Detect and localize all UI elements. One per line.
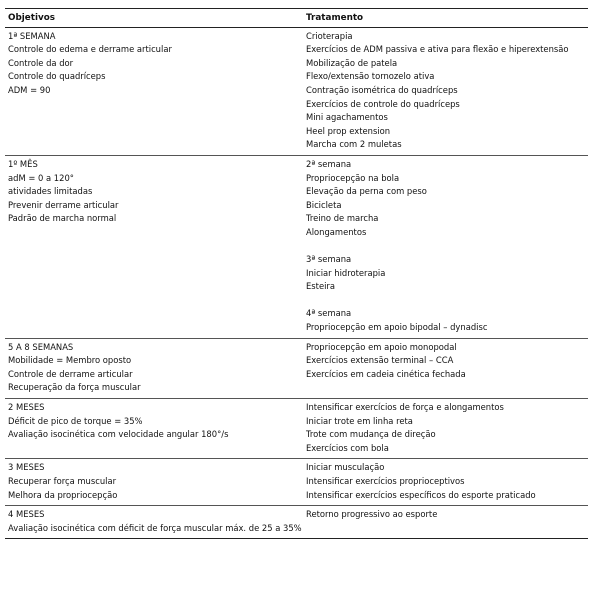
treatment-item: Heel prop extension xyxy=(306,125,391,136)
treatment-item: Mobilização de patela xyxy=(306,57,398,68)
objective-item: Avaliação isocinética com déficit de força muscular máx. de 25 a 35% xyxy=(8,522,302,533)
objetivos-cell xyxy=(5,155,303,338)
treatment-item: Propriocepção em apoio monopodal xyxy=(306,341,457,352)
objective-item: Déficit de pico de torque = 35% xyxy=(8,415,143,426)
rehab-protocol-table xyxy=(5,8,588,539)
treatment-item: Contração isométrica do quadríceps xyxy=(306,84,458,95)
tratamento-cell xyxy=(303,27,588,155)
period-label: 4 MESES xyxy=(8,509,45,520)
spacer xyxy=(306,294,588,308)
treatment-item: Iniciar musculação xyxy=(306,462,385,473)
table-row xyxy=(5,506,588,539)
objetivos-cell xyxy=(5,459,303,506)
objective-item: Controle do quadríceps xyxy=(8,71,106,82)
treatment-item: Exercícios em cadeia cinética fechada xyxy=(306,368,466,379)
week-label: 2ª semana xyxy=(306,158,352,169)
treatment-item: Trote com mudança de direção xyxy=(306,429,436,440)
treatment-item: Elevação da perna com peso xyxy=(306,186,427,197)
treatment-item: Flexo/extensão tornozelo ativa xyxy=(306,71,435,82)
treatment-item: Exercícios de controle do quadríceps xyxy=(306,98,460,109)
objective-item: Melhora da propriocepção xyxy=(8,489,118,500)
spacer xyxy=(306,240,588,254)
treatment-item: Exercícios de ADM passiva e ativa para flexão e hiperextensão xyxy=(306,44,569,55)
treatment-item: Esteira xyxy=(306,281,335,292)
treatment-item: Iniciar trote em linha reta xyxy=(306,415,413,426)
tratamento-cell xyxy=(303,506,588,539)
objective-item: Prevenir derrame articular xyxy=(8,199,119,210)
table-row xyxy=(5,338,588,398)
header-objetivos: Objetivos xyxy=(5,9,303,28)
objetivos-cell xyxy=(5,399,303,459)
objective-item: adM = 0 a 120° xyxy=(8,172,74,183)
tratamento-cell xyxy=(303,459,588,506)
week-label: 4ª semana xyxy=(306,308,352,319)
objective-item: Controle da dor xyxy=(8,57,74,68)
treatment-item: Treino de marcha xyxy=(306,213,379,224)
treatment-item: Mini agachamentos xyxy=(306,112,388,123)
objective-item: Recuperação da força muscular xyxy=(8,382,141,393)
treatment-item: Alongamentos xyxy=(306,226,367,237)
tratamento-cell xyxy=(303,155,588,338)
treatment-item: Bicicleta xyxy=(306,199,342,210)
treatment-item: Propriocepção na bola xyxy=(306,172,400,183)
table-row xyxy=(5,155,588,338)
period-label: 5 A 8 SEMANAS xyxy=(8,341,74,352)
period-label: 1º MÊS xyxy=(8,158,38,169)
treatment-item: Exercícios com bola xyxy=(306,442,389,453)
objective-item: Padrão de marcha normal xyxy=(8,213,117,224)
objetivos-cell xyxy=(5,27,303,155)
objective-item: ADM = 90 xyxy=(8,84,51,95)
treatment-item: Marcha com 2 muletas xyxy=(306,139,402,150)
treatment-item: Iniciar hidroterapia xyxy=(306,267,386,278)
objective-item: atividades limitadas xyxy=(8,186,93,197)
objective-item: Controle do edema e derrame articular xyxy=(8,44,172,55)
period-label: 2 MESES xyxy=(8,402,45,413)
treatment-item: Intensificar exercícios proprioceptivos xyxy=(306,476,465,486)
treatment-item: Intensificar exercícios específicos do esporte praticado xyxy=(306,489,536,500)
week-label: 3ª semana xyxy=(306,254,352,265)
header-tratamento: Tratamento xyxy=(303,9,588,28)
period-label: 3 MESES xyxy=(8,462,45,473)
tratamento-cell xyxy=(303,399,588,459)
table-header-row xyxy=(5,9,588,28)
objetivos-cell xyxy=(5,338,303,398)
treatment-item: Exercícios extensão terminal – CCA xyxy=(306,355,454,366)
treatment-item: Propriocepção em apoio bipodal – dynadisc xyxy=(306,322,488,333)
treatment-item: Retorno progressivo ao esporte xyxy=(306,509,438,520)
objetivos-cell xyxy=(5,506,303,539)
treatment-item: Crioterapia xyxy=(306,30,353,41)
objective-item: Controle de derrame articular xyxy=(8,368,133,379)
table-row xyxy=(5,27,588,155)
table-row xyxy=(5,459,588,506)
table-row xyxy=(5,399,588,459)
period-label: 1ª SEMANA xyxy=(8,30,56,41)
objective-item: Mobilidade = Membro oposto xyxy=(8,355,132,366)
objective-item: Avaliação isocinética com velocidade angular 180°/s xyxy=(8,429,229,440)
tratamento-cell xyxy=(303,338,588,398)
objective-item: Recuperar força muscular xyxy=(8,476,117,486)
treatment-item: Intensificar exercícios de força e alongamentos xyxy=(306,402,504,413)
